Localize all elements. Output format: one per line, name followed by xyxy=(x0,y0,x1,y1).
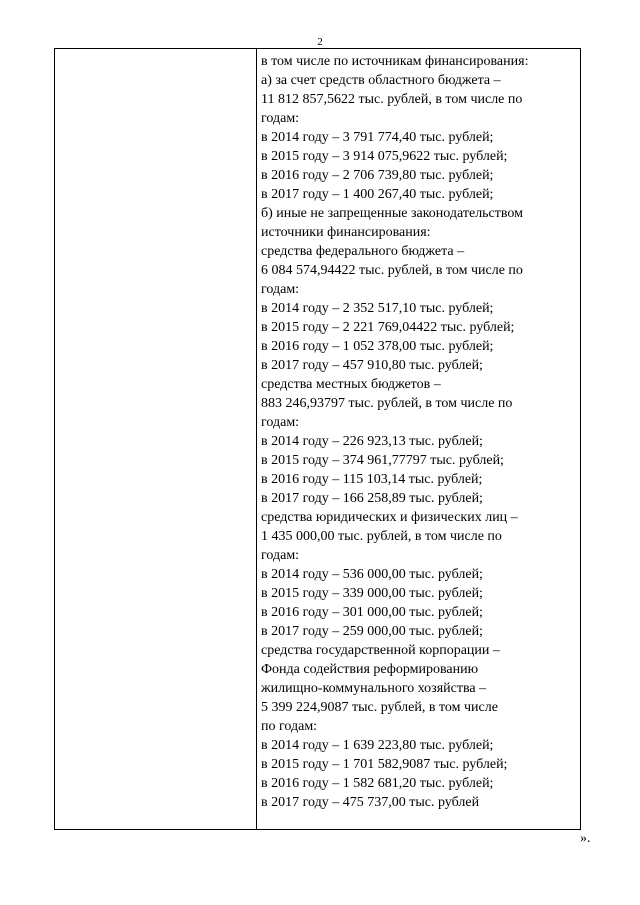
text-line: 1 435 000,00 тыс. рублей, в том числе по xyxy=(261,529,502,544)
text-line: средства юридических и физических лиц – xyxy=(261,510,518,525)
text-line: в 2015 году – 1 701 582,9087 тыс. рублей; xyxy=(261,757,508,772)
page-number: 2 xyxy=(317,36,323,48)
text-line: 5 399 224,9087 тыс. рублей, в том числе xyxy=(261,700,498,715)
text-line: в 2017 году – 475 737,00 тыс. рублей xyxy=(261,795,480,810)
text-line: 11 812 857,5622 тыс. рублей, в том числе по xyxy=(261,92,523,107)
text-line: в 2014 году – 536 000,00 тыс. рублей; xyxy=(261,567,483,582)
text-line: а) за счет средств областного бюджета – xyxy=(261,73,501,88)
text-line: средства федерального бюджета – xyxy=(261,244,465,259)
text-line: б) иные не запрещенные законодательством xyxy=(261,206,524,221)
text-line: 6 084 574,94422 тыс. рублей, в том числе по xyxy=(261,263,523,278)
text-line: в 2015 году – 2 221 769,04422 тыс. рублей; xyxy=(261,320,515,335)
text-line: в 2017 году – 457 910,80 тыс. рублей; xyxy=(261,358,483,373)
funding-table xyxy=(54,48,581,830)
text-line: средства местных бюджетов – xyxy=(261,377,441,392)
text-line: годам: xyxy=(261,111,300,126)
text-line: источники финансирования: xyxy=(261,225,431,240)
text-line: по годам: xyxy=(261,719,318,734)
text-line: в 2015 году – 339 000,00 тыс. рублей; xyxy=(261,586,483,601)
text-line: в 2014 году – 2 352 517,10 тыс. рублей; xyxy=(261,301,494,316)
text-line: годам: xyxy=(261,282,300,297)
table-right-cell xyxy=(261,52,574,812)
table-left-cell xyxy=(55,49,257,829)
text-line: в 2016 году – 301 000,00 тыс. рублей; xyxy=(261,605,483,620)
text-line: Фонда содействия реформированию xyxy=(261,662,479,677)
text-line: в 2014 году – 1 639 223,80 тыс. рублей; xyxy=(261,738,494,753)
text-line: 883 246,93797 тыс. рублей, в том числе по xyxy=(261,396,513,411)
text-line: в том числе по источникам финансирования: xyxy=(261,54,529,69)
text-line: в 2016 году – 1 052 378,00 тыс. рублей; xyxy=(261,339,494,354)
text-line: в 2017 году – 166 258,89 тыс. рублей; xyxy=(261,491,483,506)
text-line: в 2015 году – 374 961,77797 тыс. рублей; xyxy=(261,453,504,468)
closing-quote-mark: ». xyxy=(580,831,591,846)
text-line: средства государственной корпорации – xyxy=(261,643,500,658)
text-line: годам: xyxy=(261,415,300,430)
text-line: в 2016 году – 2 706 739,80 тыс. рублей; xyxy=(261,168,494,183)
text-line: в 2016 году – 115 103,14 тыс. рублей; xyxy=(261,472,483,487)
text-line: годам: xyxy=(261,548,300,563)
text-line: в 2017 году – 259 000,00 тыс. рублей; xyxy=(261,624,483,639)
text-line: в 2014 году – 3 791 774,40 тыс. рублей; xyxy=(261,130,494,145)
text-line: жилищно-коммунального хозяйства – xyxy=(261,681,487,696)
text-line: в 2014 году – 226 923,13 тыс. рублей; xyxy=(261,434,483,449)
text-line: в 2015 году – 3 914 075,9622 тыс. рублей; xyxy=(261,149,508,164)
text-line: в 2016 году – 1 582 681,20 тыс. рублей; xyxy=(261,776,494,791)
text-line: в 2017 году – 1 400 267,40 тыс. рублей; xyxy=(261,187,494,202)
